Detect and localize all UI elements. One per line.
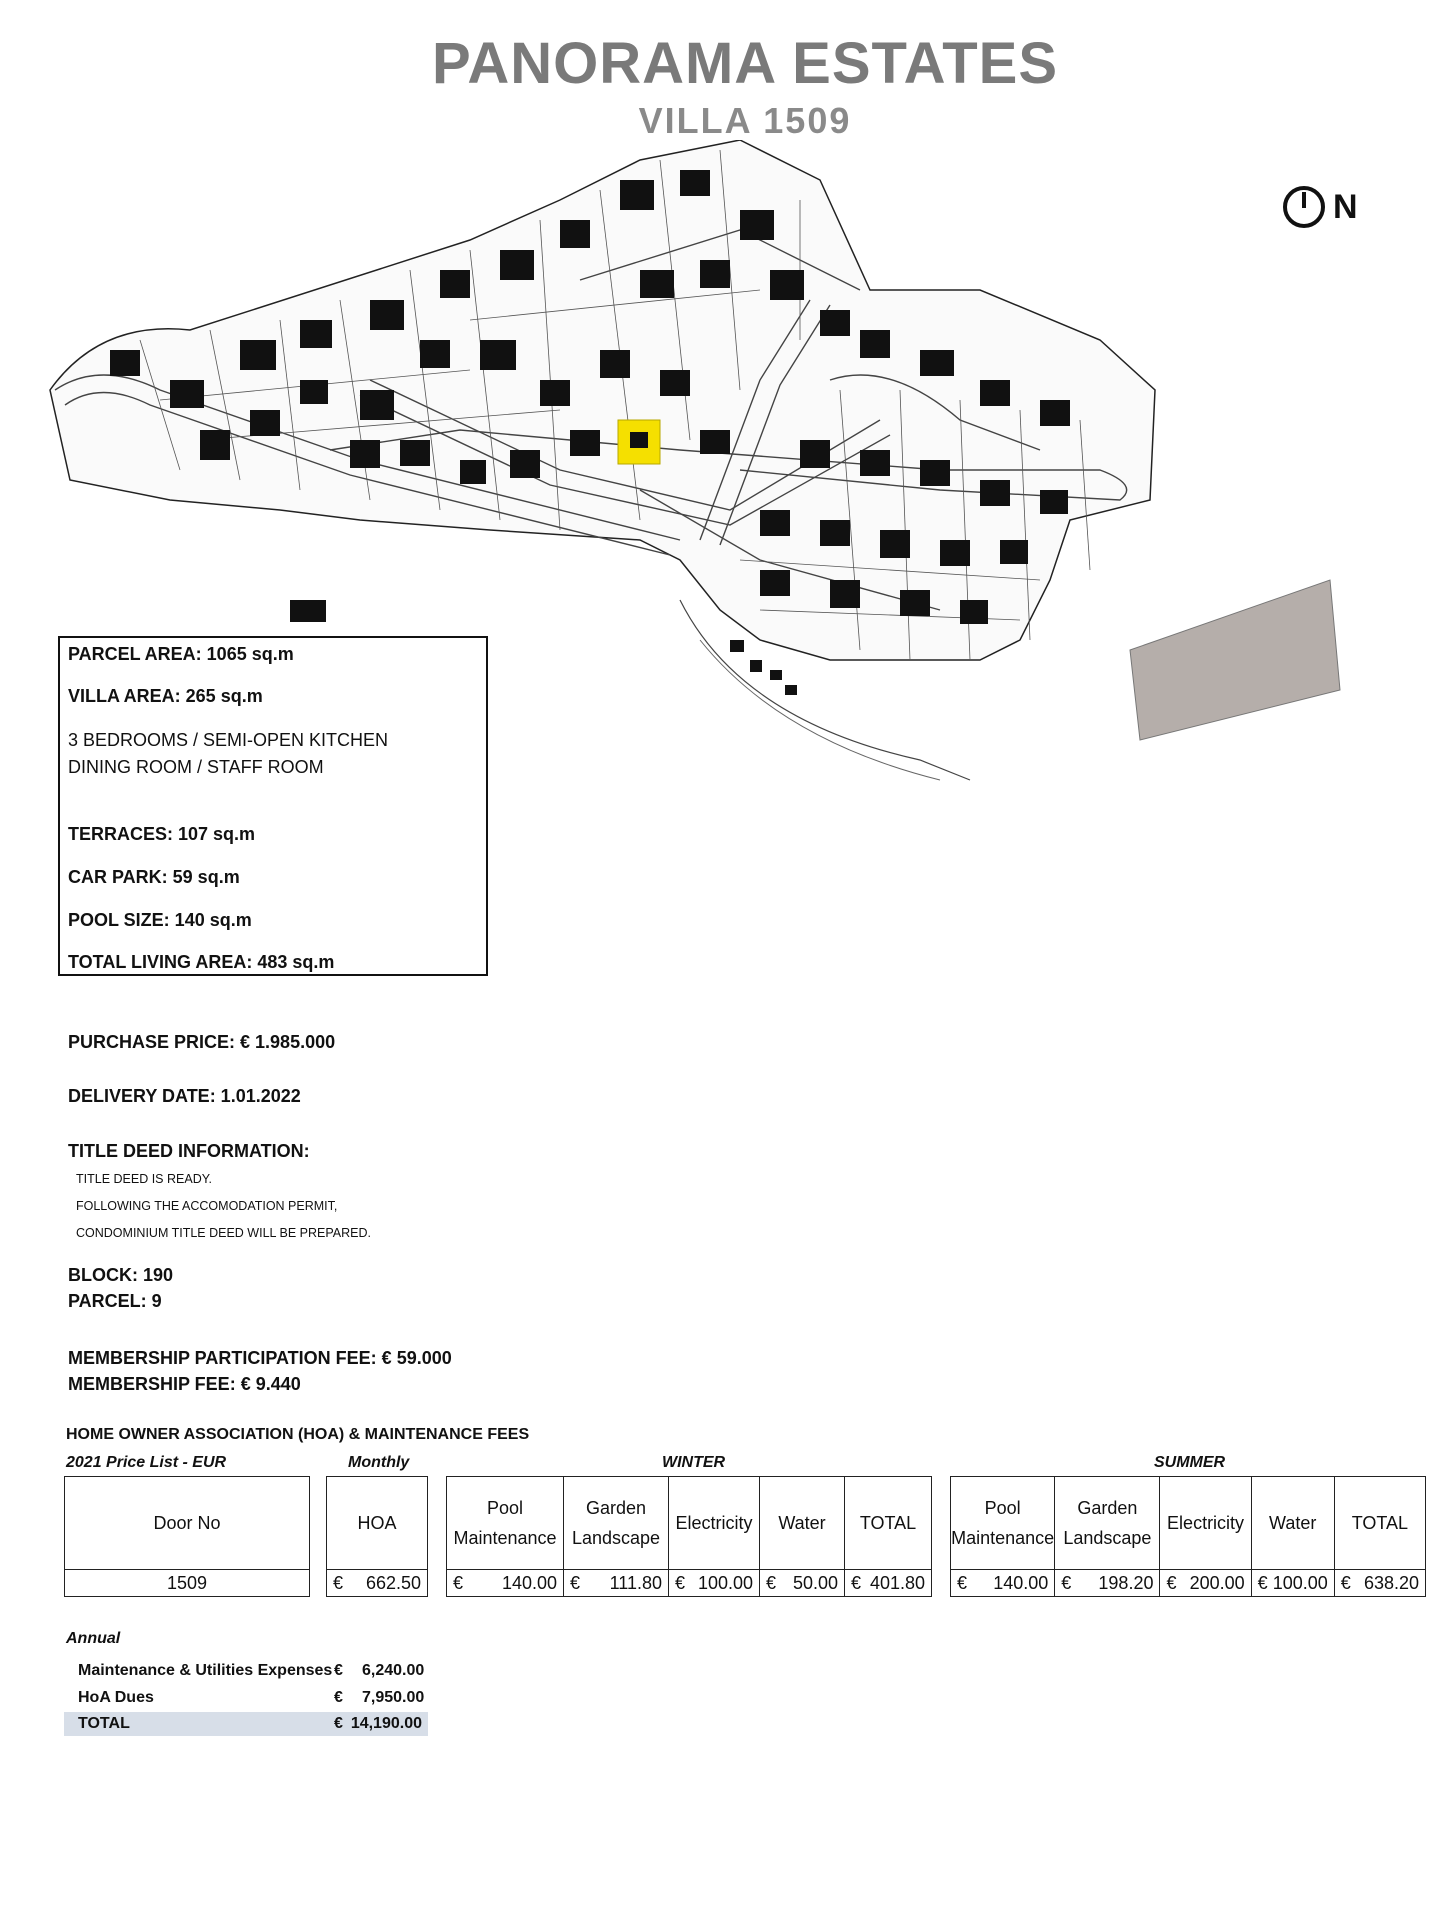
summer-water-value: € 100.00 bbox=[1257, 1572, 1328, 1593]
title-deed-line-2: FOLLOWING THE ACCOMODATION PERMIT, bbox=[76, 1199, 338, 1213]
winter-total-header: TOTAL bbox=[845, 1477, 932, 1570]
north-arrow-icon bbox=[1283, 186, 1383, 236]
page-title: PANORAMA ESTATES bbox=[431, 31, 1059, 96]
summer-electricity-value: € 200.00 bbox=[1166, 1572, 1245, 1593]
winter-table bbox=[446, 1476, 932, 1597]
annual-currency: € bbox=[334, 1689, 343, 1706]
villa-info-box bbox=[58, 636, 488, 976]
annual-currency: € bbox=[334, 1662, 343, 1679]
title-deed-line-1: TITLE DEED IS READY. bbox=[76, 1172, 212, 1186]
summer-total-header: TOTAL bbox=[1334, 1477, 1425, 1570]
annual-row-value: 6,240.00 bbox=[362, 1662, 425, 1679]
north-label: N bbox=[1333, 188, 1358, 226]
block: BLOCK: 190 bbox=[68, 1265, 174, 1285]
rooms-line-2: DINING ROOM / STAFF ROOM bbox=[68, 757, 324, 777]
hoa-header: HOA bbox=[327, 1477, 428, 1570]
annual-row-label: Maintenance & Utilities Expenses bbox=[78, 1662, 333, 1679]
summer-pool-value: € 140.00 bbox=[957, 1572, 1049, 1593]
price-list-label: 2021 Price List - EUR bbox=[66, 1454, 227, 1471]
summer-pool-header: Pool Maintenance bbox=[951, 1477, 1055, 1570]
parking-area bbox=[1130, 580, 1340, 740]
pool-size: POOL SIZE: 140 sq.m bbox=[68, 910, 252, 930]
annual-label: Annual bbox=[66, 1630, 121, 1647]
hoa-value: € 662.50 bbox=[333, 1572, 421, 1593]
summer-label: SUMMER bbox=[1154, 1454, 1226, 1471]
purchase-price: PURCHASE PRICE: € 1.985.000 bbox=[68, 1032, 336, 1052]
total-living-area: TOTAL LIVING AREA: 483 sq.m bbox=[68, 952, 335, 972]
winter-electricity-value: € 100.00 bbox=[675, 1572, 753, 1593]
annual-currency: € bbox=[334, 1715, 343, 1732]
summer-water-header: Water bbox=[1251, 1477, 1334, 1570]
title-deed-heading: TITLE DEED INFORMATION: bbox=[68, 1141, 310, 1161]
annual-total-value: 14,190.00 bbox=[350, 1715, 422, 1732]
winter-water-value: € 50.00 bbox=[766, 1572, 838, 1593]
membership-fee: MEMBERSHIP FEE: € 9.440 bbox=[68, 1374, 301, 1394]
summer-garden-header: Garden Landscape bbox=[1055, 1477, 1160, 1570]
door-header: Door No bbox=[65, 1477, 310, 1570]
monthly-label: Monthly bbox=[348, 1454, 410, 1471]
winter-pool-header: Pool Maintenance bbox=[447, 1477, 564, 1570]
villa-area: VILLA AREA: 265 sq.m bbox=[68, 686, 263, 706]
terraces: TERRACES: 107 sq.m bbox=[68, 824, 256, 844]
door-value: 1509 bbox=[65, 1570, 310, 1597]
summer-garden-value: € 198.20 bbox=[1061, 1572, 1154, 1593]
annual-row-label: HoA Dues bbox=[78, 1689, 154, 1706]
villa-subtitle: VILLA 1509 bbox=[638, 100, 852, 141]
annual-row-value: 7,950.00 bbox=[362, 1689, 425, 1706]
winter-garden-value: € 111.80 bbox=[570, 1572, 662, 1593]
annual-total-label: TOTAL bbox=[78, 1715, 130, 1732]
winter-garden-header: Garden Landscape bbox=[564, 1477, 669, 1570]
parcel-area: PARCEL AREA: 1065 sq.m bbox=[68, 644, 294, 664]
delivery-date: DELIVERY DATE: 1.01.2022 bbox=[68, 1086, 301, 1106]
title-deed-line-3: CONDOMINIUM TITLE DEED WILL BE PREPARED. bbox=[76, 1226, 371, 1240]
summer-electricity-header: Electricity bbox=[1160, 1477, 1251, 1570]
winter-label: WINTER bbox=[662, 1454, 726, 1471]
winter-water-header: Water bbox=[760, 1477, 845, 1570]
summer-total-value: € 638.20 bbox=[1340, 1572, 1419, 1593]
parcel: PARCEL: 9 bbox=[68, 1291, 162, 1311]
winter-pool-value: € 140.00 bbox=[453, 1572, 557, 1593]
car-park: CAR PARK: 59 sq.m bbox=[68, 867, 240, 887]
hoa-table bbox=[326, 1476, 428, 1597]
summer-table bbox=[950, 1476, 1426, 1597]
fees-heading: HOME OWNER ASSOCIATION (HOA) & MAINTENANCE FEES bbox=[66, 1426, 530, 1443]
door-table bbox=[64, 1476, 310, 1597]
winter-total-value: € 401.80 bbox=[851, 1572, 925, 1593]
rooms-line-1: 3 BEDROOMS / SEMI-OPEN KITCHEN bbox=[68, 730, 389, 750]
winter-electricity-header: Electricity bbox=[669, 1477, 760, 1570]
membership-participation-fee: MEMBERSHIP PARTICIPATION FEE: € 59.000 bbox=[68, 1348, 452, 1368]
